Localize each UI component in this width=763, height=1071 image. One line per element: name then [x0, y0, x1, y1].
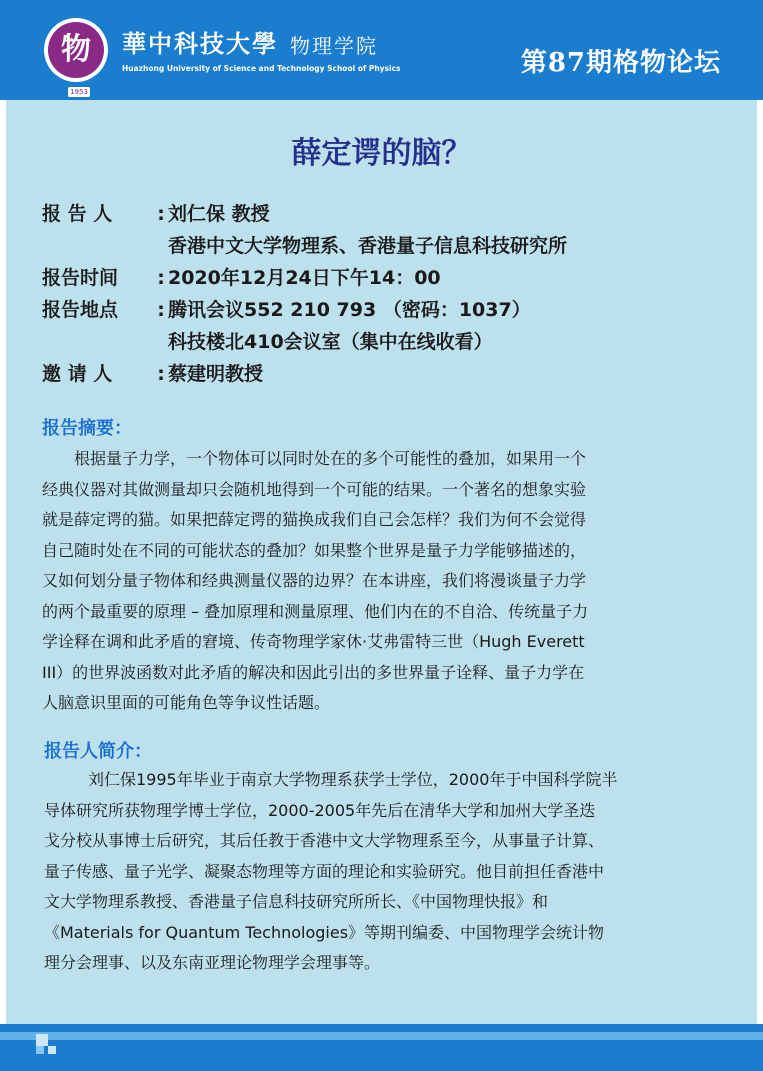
info-value: 香港中文大学物理系、香港量子信息科技研究所 — [168, 235, 568, 257]
info-row-location: 报告地点 : 腾讯会议552 210 793 （密码：1037） — [42, 294, 567, 326]
talk-title: 薛定谔的脑？ — [291, 136, 472, 171]
bio-line: 戈分校从事博士后研究，其后任教于香港中文大学物理系至今，从事量子计算、 — [44, 831, 605, 850]
footer-stripe — [0, 1032, 763, 1040]
abstract-line: 经典仪器对其做测量却只会随机地得到一个可能的结果。一个著名的想象实验 — [42, 479, 587, 499]
bio-line: 理分会理事、以及东南亚理论物理学会理事等。 — [44, 953, 381, 972]
logo-year: 1953 — [68, 87, 90, 97]
footer-square-icon — [48, 1046, 56, 1054]
bio-line: 量子传感、量子光学、凝聚态物理等方面的理论和实验研究。他目前担任香港中 — [44, 861, 605, 881]
bio-line: 导体研究所获物理学博士学位，2000-2005年先后在清华大学和加州大学圣迭 — [44, 800, 596, 820]
info-row-speaker: 报 告 人 : 刘仁保 教授 — [42, 198, 567, 230]
bio-line: 《Materials for Quantum Technologies》等期刊编委、中国物理学会统计物 — [44, 922, 605, 942]
bio-text — [44, 765, 724, 979]
info-label: 报告时间 — [42, 267, 119, 289]
abstract-line: 的两个最重要的原理 – 叠加原理和测量原理、他们内在的不自洽、传统量子力 — [42, 601, 589, 621]
abstract-line: 自己随时处在不同的可能状态的叠加？如果整个世界是量子力学能够描述的， — [42, 540, 587, 560]
info-value: 2020年12月24日下午14：00 — [168, 267, 441, 289]
abstract-heading: 报告摘要： — [42, 418, 132, 439]
logo-glyph: 物 — [48, 22, 104, 78]
abstract-line: 就是薛定谔的猫。如果把薛定谔的猫换成我们自己会怎样？我们为何不会觉得 — [42, 510, 587, 529]
university-logo — [44, 18, 108, 96]
talk-info — [42, 198, 567, 390]
school-name: 物理学院 — [290, 34, 378, 58]
info-row-room — [42, 326, 567, 358]
info-value: 科技楼北410会议室（集中在线收看） — [168, 331, 493, 353]
info-row-host: 邀 请 人 : 蔡建明教授 — [42, 358, 567, 390]
abstract-line: 又如何划分量子物体和经典测量仪器的边界？在本讲座，我们将漫谈量子力学 — [42, 571, 587, 590]
bio-heading: 报告人简介： — [44, 741, 152, 762]
university-english-name: Huazhong University of Science and Technology School of Physics — [122, 64, 401, 73]
info-label: 邀 请 人 — [42, 363, 113, 385]
abstract-line: 学诠释在调和此矛盾的窘境、传奇物理学家休·艾弗雷特三世（Hugh Everett — [42, 632, 585, 651]
footer-square-icon — [36, 1034, 48, 1046]
info-value: 刘仁保 教授 — [168, 203, 270, 225]
footer-square-icon — [36, 1046, 44, 1054]
forum-title: 第87期格物论坛 — [520, 48, 721, 78]
info-row-time: 报告时间 : 2020年12月24日下午14：00 — [42, 262, 567, 294]
info-row-affiliation — [42, 230, 567, 262]
abstract-line: 人脑意识里面的可能角色等争议性话题。 — [42, 693, 331, 712]
abstract-line: 根据量子力学，一个物体可以同时处在的多个可能性的叠加，如果用一个 — [74, 449, 587, 468]
info-label: 报 告 人 — [42, 203, 113, 225]
bio-line: 刘仁保1995年毕业于南京大学物理系获学士学位，2000年于中国科学院半 — [88, 770, 618, 789]
bio-line: 文大学物理系教授、香港量子信息科技研究所所长、《中国物理快报》和 — [44, 892, 549, 911]
info-value: 蔡建明教授 — [168, 363, 264, 385]
info-label: 报告地点 — [42, 299, 119, 321]
university-name: 華中科技大學 — [122, 29, 278, 58]
info-value: 腾讯会议552 210 793 （密码：1037） — [168, 299, 531, 321]
abstract-line: III）的世界波函数对此矛盾的解决和因此引出的多世界量子诠释、量子力学在 — [42, 662, 585, 682]
abstract-text — [42, 444, 722, 719]
